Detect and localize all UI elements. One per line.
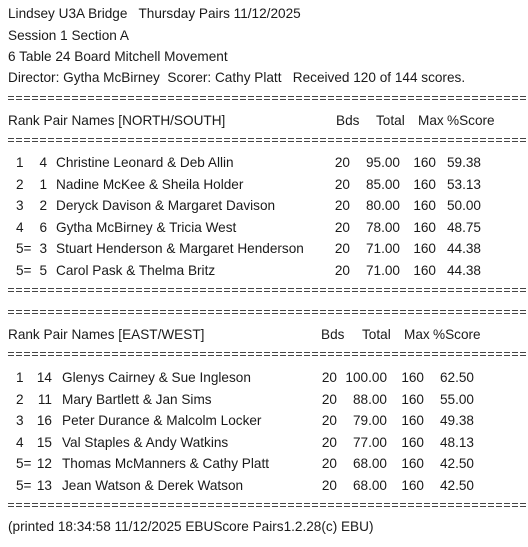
pair-number-cell: 5: [39, 262, 47, 278]
boards-cell: 20: [321, 370, 337, 385]
total-cell: 77.00: [352, 434, 387, 450]
col-total: Total: [362, 327, 391, 342]
col-max: Max: [404, 327, 430, 342]
pair-names-cell: Gytha McBirney & Tricia West: [56, 219, 237, 235]
pair-number-cell: 6: [39, 219, 47, 235]
pair-number-cell: 15: [36, 434, 52, 450]
pair-names-cell: Mary Bartlett & Jan Sims: [62, 391, 212, 407]
total-cell: 79.00: [352, 413, 387, 428]
report-title: Lindsey U3A Bridge Thursday Pairs 11/12/2025: [8, 6, 301, 21]
percent-score-cell: 42.50: [439, 477, 474, 493]
pair-number-cell: 3: [39, 241, 47, 256]
boards-cell: 20: [321, 434, 337, 450]
separator: [8, 95, 528, 101]
session-line: Session 1 Section A: [8, 28, 129, 43]
rank-cell: 5=: [16, 456, 32, 471]
percent-score-cell: 44.38: [446, 241, 481, 256]
pair-names-cell: Thomas McManners & Cathy Platt: [62, 456, 269, 471]
separator: [8, 351, 528, 357]
table-row: [0, 261, 528, 281]
rank-cell: 1: [16, 370, 24, 385]
boards-cell: 20: [321, 477, 337, 493]
total-cell: 95.00: [365, 155, 400, 170]
percent-score-cell: 55.00: [439, 391, 474, 407]
max-cell: 160: [401, 456, 424, 471]
rank-cell: 5=: [16, 262, 32, 278]
max-cell: 160: [413, 241, 436, 256]
pair-names-cell: Christine Leonard & Deb Allin: [56, 155, 234, 170]
pair-names-cell: Carol Pask & Thelma Britz: [56, 262, 216, 278]
ew-section-title: Rank Pair Names [EAST/WEST]: [8, 327, 205, 342]
table-row: [0, 175, 528, 195]
rank-cell: 4: [16, 219, 24, 235]
max-cell: 160: [401, 477, 424, 493]
col-bds: Bds: [336, 113, 360, 128]
boards-cell: 20: [334, 241, 350, 256]
col-bds: Bds: [321, 327, 345, 342]
percent-score-cell: 53.13: [446, 176, 481, 192]
boards-cell: 20: [334, 198, 350, 213]
table-row: [0, 476, 528, 496]
col-score: %Score: [447, 113, 495, 128]
table-row: [0, 390, 528, 410]
col-max: Max: [418, 113, 444, 128]
percent-score-cell: 44.38: [446, 262, 481, 278]
pair-number-cell: 4: [39, 155, 47, 170]
pair-names-cell: Nadine McKee & Sheila Holder: [56, 176, 244, 192]
table-row: [0, 433, 528, 453]
rank-cell: 5=: [16, 241, 32, 256]
max-cell: 160: [413, 198, 436, 213]
boards-cell: 20: [334, 262, 350, 278]
table-row: [0, 368, 528, 388]
rank-cell: 3: [16, 413, 24, 428]
table-row: [0, 218, 528, 238]
separator: [8, 287, 528, 293]
pair-number-cell: 12: [36, 456, 52, 471]
director-line: Director: Gytha McBirney Scorer: Cathy Platt Received 120 of 144 scores.: [8, 70, 466, 85]
pair-number-cell: 2: [39, 198, 47, 213]
percent-score-cell: 62.50: [439, 370, 474, 385]
rank-cell: 2: [16, 391, 24, 407]
rank-cell: 3: [16, 198, 24, 213]
pair-number-cell: 1: [39, 176, 47, 192]
pair-number-cell: 13: [36, 477, 52, 493]
pair-number-cell: 11: [37, 391, 52, 407]
pair-names-cell: Jean Watson & Derek Watson: [62, 477, 244, 493]
percent-score-cell: 48.75: [446, 219, 481, 235]
table-row: [0, 454, 528, 474]
movement-line: 6 Table 24 Board Mitchell Movement: [8, 49, 228, 64]
max-cell: 160: [401, 391, 424, 407]
pair-names-cell: Deryck Davison & Margaret Davison: [56, 198, 276, 213]
table-row: [0, 239, 528, 259]
max-cell: 160: [413, 262, 436, 278]
max-cell: 160: [413, 219, 436, 235]
printed-footer: (printed 18:34:58 11/12/2025 EBUScore Pairs1.2.28(c) EBU): [8, 519, 374, 534]
rank-cell: 2: [16, 176, 24, 192]
percent-score-cell: 59.38: [446, 155, 481, 170]
total-cell: 68.00: [352, 456, 387, 471]
boards-cell: 20: [334, 219, 350, 235]
total-cell: 68.00: [352, 477, 387, 493]
table-row: [0, 196, 528, 216]
col-total: Total: [376, 113, 405, 128]
pair-names-cell: Val Staples & Andy Watkins: [62, 434, 229, 450]
rank-cell: 1: [16, 155, 24, 170]
boards-cell: 20: [321, 413, 337, 428]
boards-cell: 20: [334, 155, 350, 170]
pair-number-cell: 16: [36, 413, 52, 428]
percent-score-cell: 48.13: [439, 434, 474, 450]
pair-names-cell: Stuart Henderson & Margaret Henderson: [56, 241, 304, 256]
table-row: [0, 411, 528, 431]
total-cell: 71.00: [365, 241, 400, 256]
boards-cell: 20: [334, 176, 350, 192]
separator: [8, 137, 528, 143]
max-cell: 160: [401, 434, 424, 450]
total-cell: 88.00: [352, 391, 387, 407]
total-cell: 80.00: [365, 198, 400, 213]
max-cell: 160: [401, 413, 424, 428]
pair-names-cell: Glenys Cairney & Sue Ingleson: [62, 370, 251, 385]
boards-cell: 20: [321, 391, 337, 407]
max-cell: 160: [413, 176, 436, 192]
total-cell: 100.00: [345, 370, 387, 385]
total-cell: 71.00: [365, 262, 400, 278]
boards-cell: 20: [321, 456, 337, 471]
percent-score-cell: 49.38: [439, 413, 474, 428]
rank-cell: 5=: [16, 477, 32, 493]
max-cell: 160: [401, 370, 424, 385]
rank-cell: 4: [16, 434, 24, 450]
ns-column-header: [0, 111, 528, 131]
percent-score-cell: 42.50: [439, 456, 474, 471]
total-cell: 78.00: [365, 219, 400, 235]
separator: [8, 309, 528, 315]
percent-score-cell: 50.00: [446, 198, 481, 213]
col-score: %Score: [433, 327, 481, 342]
total-cell: 85.00: [365, 176, 400, 192]
pair-number-cell: 14: [36, 370, 52, 385]
ns-section-title: Rank Pair Names [NORTH/SOUTH]: [8, 113, 226, 128]
table-row: [0, 153, 528, 173]
max-cell: 160: [413, 155, 436, 170]
pair-names-cell: Peter Durance & Malcolm Locker: [62, 413, 262, 428]
separator: [8, 502, 528, 508]
ew-column-header: [0, 325, 528, 345]
